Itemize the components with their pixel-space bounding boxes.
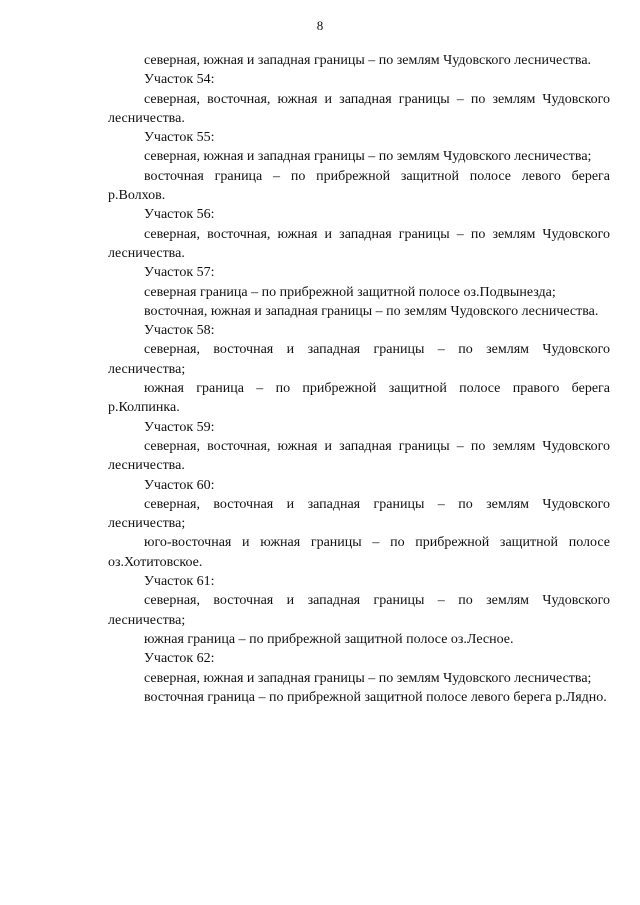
document-body: [108, 51, 610, 707]
boundary-paragraph: юго-восточная и южная границы – по прибрежной защитной полосе оз.Хотитовское.: [108, 535, 610, 570]
boundary-paragraph: северная, южная и западная границы – по землям Чудовского лесничества.: [144, 53, 592, 68]
section-heading: Участок 61:: [144, 574, 215, 590]
boundary-paragraph: северная, восточная и западная границы – по землям Чудовского лесничества;: [108, 593, 610, 628]
boundary-paragraph: восточная, южная и западная границы – по землям Чудовского лесничества.: [144, 303, 599, 319]
section-heading: Участок 58:: [144, 323, 215, 339]
section-heading: Участок 54:: [144, 72, 215, 88]
section-heading: Участок 60:: [144, 477, 215, 493]
boundary-paragraph: южная граница – по прибрежной защитной полосе оз.Лесное.: [144, 631, 514, 647]
section-heading: Участок 56:: [144, 207, 215, 223]
boundary-paragraph: северная, восточная, южная и западная границы – по землям Чудовского лесничества.: [108, 226, 610, 261]
boundary-paragraph: северная граница – по прибрежной защитной полосе оз.Подвынезда;: [144, 284, 556, 300]
boundary-paragraph: северная, южная и западная границы – по землям Чудовского лесничества;: [144, 149, 592, 165]
boundary-paragraph: северная, восточная и западная границы – по землям Чудовского лесничества;: [108, 496, 610, 532]
section-heading: Участок 62:: [144, 651, 215, 667]
boundary-paragraph: северная, восточная, южная и западная границы – по землям Чудовского лесничества.: [108, 91, 610, 126]
page-number: 8: [316, 18, 324, 33]
section-heading: Участок 57:: [144, 265, 215, 281]
boundary-paragraph: северная, восточная и западная границы – по землям Чудовского лесничества;: [108, 342, 610, 377]
section-heading: Участок 55:: [144, 130, 215, 146]
boundary-paragraph: восточная граница – по прибрежной защитной полосе левого берега р.Волхов.: [108, 168, 610, 204]
boundary-paragraph: восточная граница – по прибрежной защитной полосе левого берега р.Лядно.: [144, 689, 607, 705]
boundary-paragraph: северная, южная и западная границы – по землям Чудовского лесничества;: [144, 670, 592, 686]
section-heading: Участок 59:: [144, 419, 215, 435]
boundary-paragraph: северная, восточная, южная и западная границы – по землям Чудовского лесничества.: [108, 438, 610, 474]
boundary-paragraph: южная граница – по прибрежной защитной полосе правого берега р.Колпинка.: [108, 381, 610, 416]
